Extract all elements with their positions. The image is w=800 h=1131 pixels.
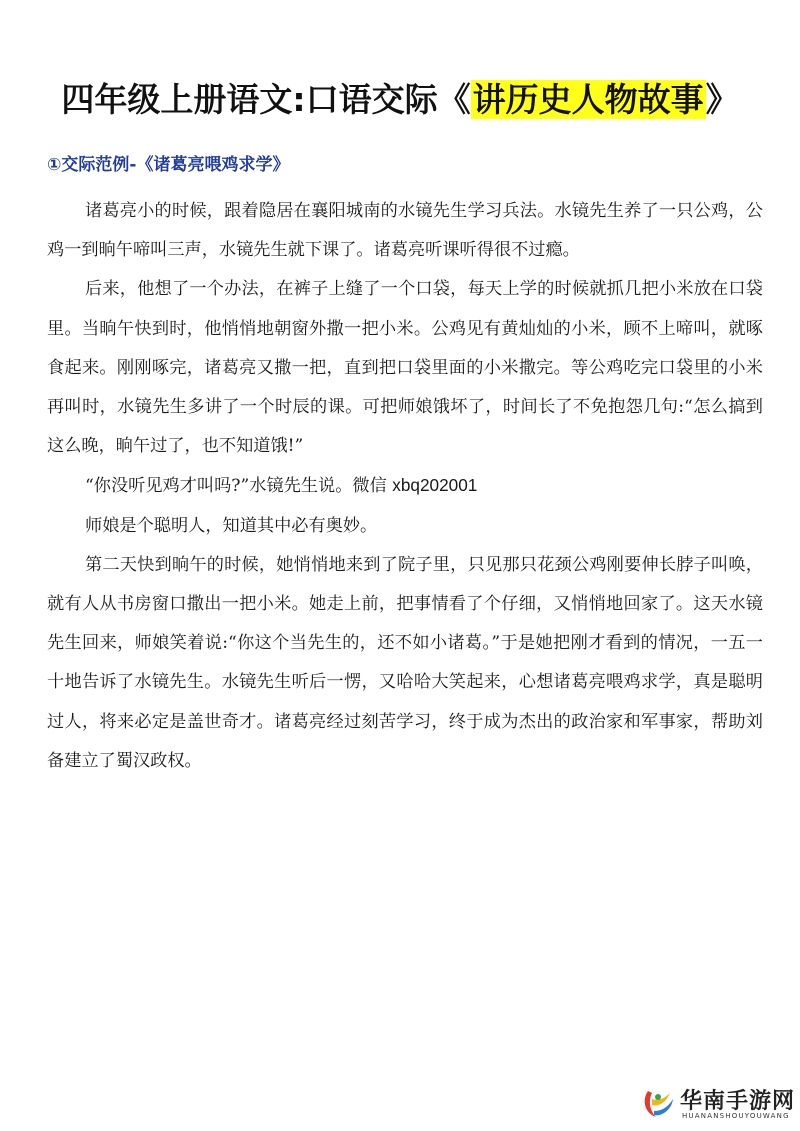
- logo-name-en: HUANANSHOUYOUWANG: [682, 1112, 790, 1120]
- watermark-logo: [640, 1082, 800, 1126]
- section-heading: ①交际范例-《诸葛亮喂鸡求学》: [47, 155, 290, 175]
- page-title: [0, 76, 800, 124]
- title-suffix: 》: [705, 80, 739, 119]
- title-highlight: 讲历史人物故事: [472, 80, 704, 119]
- story-body: [47, 192, 763, 781]
- paragraph-1: 诸葛亮小的时候，跟着隐居在襄阳城南的水镜先生学习兵法。水镜先生养了一只公鸡，公鸡一到晌午啼叫三声，水镜先生就下课了。诸葛亮听课听得很不过瘾。: [47, 201, 763, 261]
- paragraph-2: 后来，他想了一个办法，在裤子上缝了一个口袋，每天上学的时候就抓几把小米放在口袋里。当晌午快到时，他悄悄地朝窗外撒一把小米。公鸡见有黄灿灿的小米，顾不上啼叫，就啄食起来。刚刚啄完，诸葛亮又撒一把，直到把口袋里面的小米撒完。等公鸡吃完口袋里的小米再叫时，水镜先生多讲了一个时辰的课。可把师娘饿坏了，时间长了不免抱怨几句:“怎么搞到这么晚，晌午过了，也不知道饿!”: [47, 279, 763, 457]
- paragraph-3-text: “你没听见鸡才叫吗?”水镜先生说。微信: [85, 476, 393, 497]
- wechat-id: xbq202001: [392, 475, 478, 496]
- paragraph-4: 师娘是个聪明人，知道其中必有奥妙。: [85, 515, 378, 536]
- paragraph-5: 第二天快到晌午的时候，她悄悄地来到了院子里，只见那只花颈公鸡刚要伸长脖子叫唤，就有人从书房窗口撒出一把小米。她走上前，把事情看了个仔细，又悄悄地回家了。这天水镜先生回来，师娘笑着说:“你这个当先生的，还不如小诸葛。”于是她把刚才看到的情况，一五一十地告诉了水镜先生。水镜先生听后一愣，又哈哈大笑起来，心想诸葛亮喂鸡求学，真是聪明过人，将来必定是盖世奇才。诸葛亮经过刻苦学习，终于成为杰出的政治家和军事家，帮助刘备建立了蜀汉政权。: [47, 554, 763, 771]
- logo-name-cn: 华南手游网: [680, 1089, 796, 1114]
- paragraph-3: [47, 466, 763, 506]
- title-prefix: 四年级上册语文:口语交际《: [61, 80, 471, 119]
- logo-mark-icon: [640, 1085, 676, 1121]
